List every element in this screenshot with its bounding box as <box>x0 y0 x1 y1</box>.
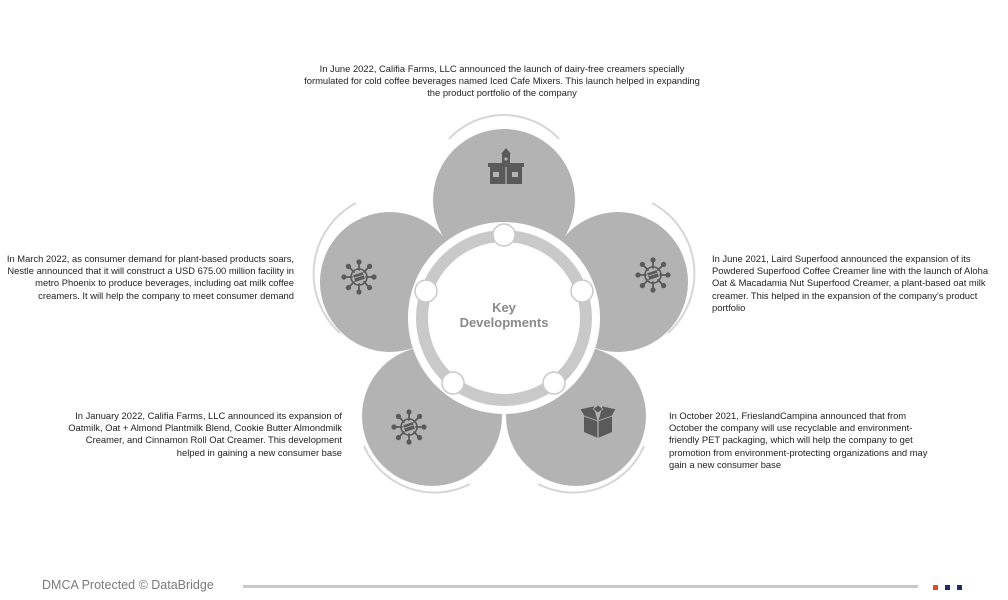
footer-square-navy-1 <box>945 585 950 590</box>
ring-node-bottom-right <box>543 372 565 394</box>
development-note-left: In March 2022, as consumer demand for plant-based products soars, Nestle announced that it will construct a USD 675.00 million facility in metro Phoenix to produce beverages, including oat milk coffee creamers. It will help the company to meet consumer demand <box>6 253 294 301</box>
development-note-bottom-right: In October 2021, FrieslandCampina announced that from October the company will use recyclable and environment-friendly PET packaging, which will help the company to get promotion from environment-protecting organizations and may gain a new consumer base <box>669 410 928 470</box>
footer-square-navy-2 <box>957 585 962 590</box>
footer-watermark: DMCA Protected © DataBridge <box>42 578 214 592</box>
development-note-bottom-left: In January 2022, Califia Farms, LLC announced its expansion of Oatmilk, Oat + Almond Plantmilk Blend, Cookie Butter Almondmilk Creamer, and Cinnamon Roll Oat Creamer. This development helped in gaining a new consumer base <box>68 410 342 458</box>
product-expansion-icon-right <box>635 257 670 292</box>
ring-node-top <box>493 224 515 246</box>
ring-node-left <box>415 280 437 302</box>
development-note-right: In June 2021, Laird Superfood announced the expansion of its Powdered Superfood Coffee Creamer line with the launch of Aloha Oat & Macadamia Nut Superfood Creamer, a plant-based oat milk creamer. This helped in the expansion of the company's product portfolio <box>712 253 989 313</box>
footer-square-red <box>933 585 938 590</box>
ring-node-right <box>571 280 593 302</box>
product-expansion-icon-left <box>341 259 376 294</box>
center-title-line2: Developments <box>459 315 549 330</box>
product-expansion-icon-bottom-left <box>391 409 426 444</box>
development-note-top: In June 2022, Califia Farms, LLC announced the launch of dairy-free creamers specially formulated for cold coffee beverages named Iced Cafe Mixers. This launch helped in expanding the product portfolio of the company <box>304 63 700 99</box>
footer-divider <box>243 585 918 588</box>
ring-node-bottom-left <box>442 372 464 394</box>
center-title-line1: Key <box>492 300 516 315</box>
